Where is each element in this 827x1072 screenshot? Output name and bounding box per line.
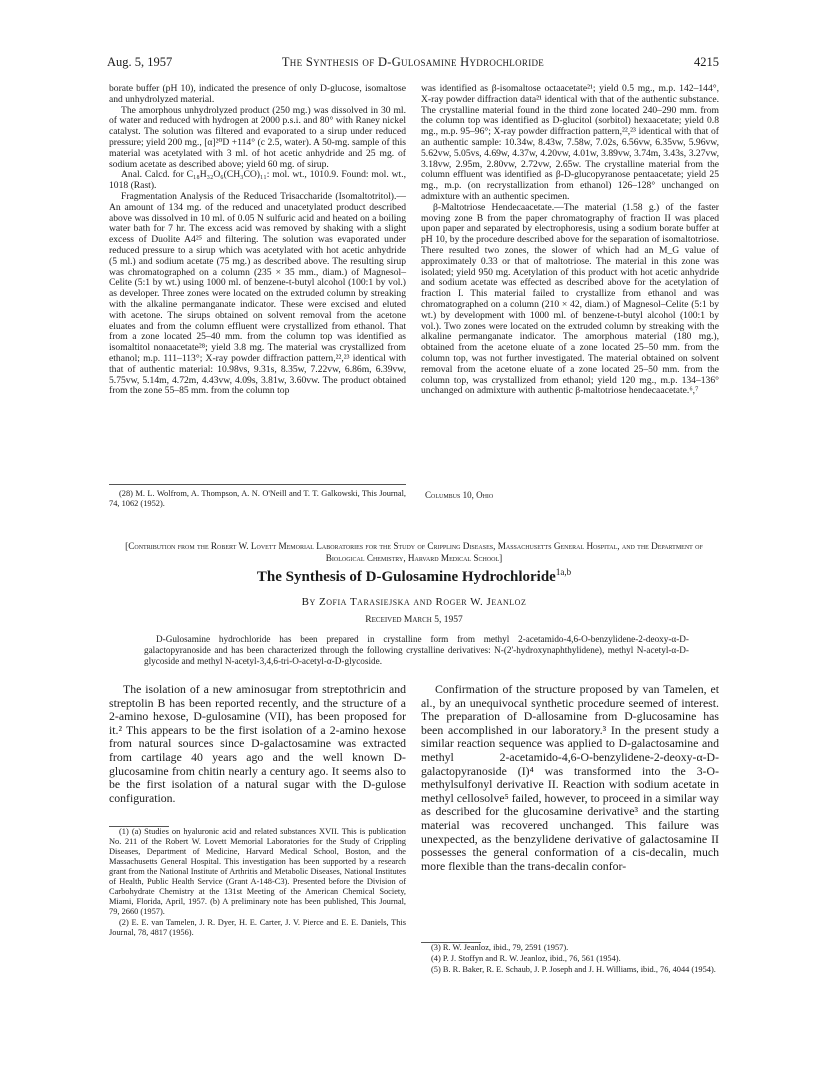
received-date: Received March 5, 1957 <box>365 615 463 625</box>
paragraph: was identified as β-isomaltose octaacetate²¹; yield 0.5 mg., m.p. 142–144°, X-ray powder diffraction data²¹ identical with that of the authentic substance. The crystalline material found in the third zone located 240–290 mm. from the column top was identified as D-glucitol (sorbitol) hexaacetate; yield 0.8 mg., m.p. 95–96°; X-ray powder diffraction pattern,²²,²³ identical with that of an authentic sample: 10.34w, 8.43w, 7.58w, 7.02s, 6.56vw, 6.35vw, 5.96vw, 5.62vw, 5.05vs, 4.69w, 4.37w, 4.20vw, 4.01w, 3.89vw, 3.74m, 3.43s, 3.27vw, 3.18vw, 2.95m, 2.80vw, 2.72vw, 2.65w. The crystalline material from the column effluent was identified as β-D-glucopyranose pentaacetate; yield 25 mg., m.p. (on recrystallization from ethanol) 126–128° unchanged on admixture with an authentic specimen. <box>421 83 719 202</box>
paragraph: Fragmentation Analysis of the Reduced Trisaccharide (Isomaltotritol).—An amount of 134 mg. of the reduced and unacetylated product described above was dissolved in 10 ml. of 0.05 N sulfuric acid and heated on a boiling water bath for 7 hr. The excess acid was removed by shaking with a slight excess of Duolite A4²⁵ and filtering. The solution was evaporated under reduced pressure to a sirup which was acetylated with hot acetic anhydride (5 ml.) and sodium acetate (75 mg.) as described above. The resulting sirup was chromatographed on a column (235 × 35 mm., diam.) of Magnesol–Celite (5:1 by wt.) using 1000 ml. of benzene-t-butyl alcohol (100:1 by vol.) as developer. Three zones were located on the extruded column by streaking with the alkaline permanganate indicator. These were excised and eluted with acetone. The sirups obtained on solvent removal from the acetone eluates and from the column effluent were crystallized from ethanol. That from a zone located 25–40 mm. from the column top was identified as isomaltitol nonaacetate²⁸; yield 3.8 mg. The material was crystallized from ethanol; m.p. 111–113°; X-ray powder diffraction pattern,²²,²³ identical with that of authentic material: 10.98vs, 9.31s, 8.35w, 7.22vw, 6.86m, 6.39vw, 5.75vw, 5.14m, 4.72m, 4.43vw, 4.09s, 3.81w, 3.60vw. The product obtained from the zone 55–85 mm. from the column top <box>109 190 406 397</box>
paragraph: The amorphous unhydrolyzed product (250 mg.) was dissolved in 30 ml. of water and reduced with hydrogen at 2000 p.s.i. and 80° with Raney nickel catalyst. The solution was filtered and evaporated to a sirup under reduced pressure; yield 200 mg., [α]²⁰D +114° (c 2.5, water). A 50-mg. sample of this material was acetylated with 3 ml. of hot acetic anhydride and 25 mg. of sodium acetate as described above; yield 60 mg. of sirup. <box>109 104 406 170</box>
article-title-text: The Synthesis of D-Gulosamine Hydrochloride <box>256 569 556 585</box>
footnote: (4) P. J. Stoffyn and R. W. Jeanloz, ibid., 76, 561 (1954). <box>431 954 621 963</box>
contribution-note: [Contribution from the Robert W. Lovett Memorial Laboratories for the Study of Crippling Diseases, Massachusetts General Hospital, and the Department of Biological Chemistry, Harvard Medical School] <box>125 541 703 563</box>
footnote: (3) R. W. Jeanloz, ibid., 79, 2591 (1957). <box>431 943 569 952</box>
footnotes-right <box>421 943 719 976</box>
body-right: Confirmation of the structure proposed by van Tamelen, et al., by an unequivocal synthetic procedure seemed of interest. The preparation of D-allosamine from D-glucosamine has been accomplished in our laboratory.³ In the present study a similar reaction sequence was applied to D-galactosamine and methyl 2-acetamido-4,6-O-benzylidene-2-deoxy-α-D-galactopyranoside (I)⁴ was transformed into the 3-O-methylsulfonyl derivative II. Reaction with sodium acetate in methyl cellosolve⁵ failed, however, to proceed in a similar way as described for the glucosamine derivative³ and the starting material was recovered unchanged. This failure was unexpected, as the benzylidene derivative of galactosamine II possesses the general conformation of a cis-decalin, much more flexible than the trans-decalin confor- <box>421 682 719 873</box>
footnote: (2) E. E. van Tamelen, J. R. Dyer, H. E. Carter, J. V. Pierce and E. E. Daniels, This Journal, 78, 4817 (1956). <box>109 918 406 937</box>
running-header <box>107 55 719 71</box>
left-column-continuation <box>109 84 406 397</box>
footnote: (1) (a) Studies on hyaluronic acid and related substances XVII. This is publication No. 211 of the Robert W. Lovett Memorial Laboratories for the Study of Crippling Diseases, Department of Medicine, Harvard Medical School, Boston, and the Massachusetts General Hospital. This investigation has been supported by a research grant from the National Institute of Arthritis and Metabolic Diseases, National Institutes of Health, Public Health Service (Grant A-148-C3). Presented before the Division of Carbohydrate Chemistry at the 131st Meeting of the American Chemical Society, Miami, Florida, April, 1957. (b) A preliminary note has been published, This Journal, 79, 2660 (1957). <box>109 827 406 916</box>
header-title: The Synthesis of D-Gulosamine Hydrochloride <box>281 55 545 69</box>
abstract: D-Gulosamine hydrochloride has been prepared in crystalline form from methyl 2-acetamido-4,6-O-benzylidene-2-deoxy-α-D-galactopyranoside and has been characterized through the following crystalline derivatives: N-(2'-hydroxynaphthylidene), methyl N-acetyl-α-D-glycoside and methyl N-acetyl-3,4,6-tri-O-acetyl-α-D-glycoside. <box>144 634 689 666</box>
footnote-28 <box>109 484 406 510</box>
title-superscript: 1a,b <box>555 567 572 577</box>
paragraph: borate buffer (pH 10), indicated the presence of only D-glucose, isomaltose and unhydrolyzed material. <box>109 83 406 105</box>
body-left: The isolation of a new aminosugar from streptothricin and streptolin B has been reported recently, and the structure of a 2-amino hexose, D-gulosamine (VII), has been proposed for it.² This appears to be the first isolation of a 2-amino hexose from natural sources since D-galactosamine was extracted from cartilage 40 years ago and the well known D-glucosamine from chitin nearly a century ago. It seems also to be the first isolation of a natural sugar with the D-gulose configuration. <box>109 682 406 805</box>
footnote: (28) M. L. Wolfrom, A. Thompson, A. N. O'Neill and T. T. Galkowski, This Journal, 74, 1062 (1952). <box>109 489 406 508</box>
right-column-continuation <box>421 84 719 397</box>
footnotes-left <box>109 827 406 939</box>
article-title <box>109 567 719 586</box>
paragraph: β-Maltotriose Hendecaacetate.—The material (1.58 g.) of the faster moving zone B from the paper chromatography of fraction II was placed upon paper and separated by electrophoresis, using a sodium borate buffer at pH 10, by the procedure described above for the separation of isomaltotriose. There resulted two zones, the slower of which had an M_G value of approximately 0.33 or that of maltotriose. The material in this zone was isolated; yield 950 mg. Acetylation of this product with hot acetic anhydride and sodium acetate was effected as described above for the acetylation of fraction I. This material failed to crystallize from ethanol and was chromatographed on a column (210 × 42, diam.) of Magnesol–Celite (5:1 by wt.) by development with 1000 ml. of benzene-t-butyl alcohol (100:1 by vol.). Two zones were located on the extruded column by streaking with the alkaline permanganate indicator. The amorphous material (180 mg.), obtained from the acetone eluate of a zone located 25–50 mm. from the column top, was not further investigated. The material obtained on solvent removal from the acetone eluate of a zone located 25–50 mm. from the column top, was crystallized from ethanol; yield 120 mg., m.p. 134–136° unchanged on admixture with authentic β-maltotriose hendecaacetate.⁶,⁷ <box>421 201 719 397</box>
authors: By Zofia Tarasiejska and Roger W. Jeanloz <box>301 596 527 608</box>
header-date: Aug. 5, 1957 <box>107 55 173 69</box>
footnote: (5) B. R. Baker, R. E. Schaub, J. P. Joseph and J. H. Williams, ibid., 76, 4044 (1954). <box>431 965 716 974</box>
paragraph: Anal. Calcd. for C₁₈H₃₂O₆(CH₃CO)₁₁: mol. wt., 1010.9. Found: mol. wt., 1018 (Rast). <box>109 169 406 192</box>
page-number: 4215 <box>694 55 719 69</box>
city-address: Columbus 10, Ohio <box>425 490 494 500</box>
